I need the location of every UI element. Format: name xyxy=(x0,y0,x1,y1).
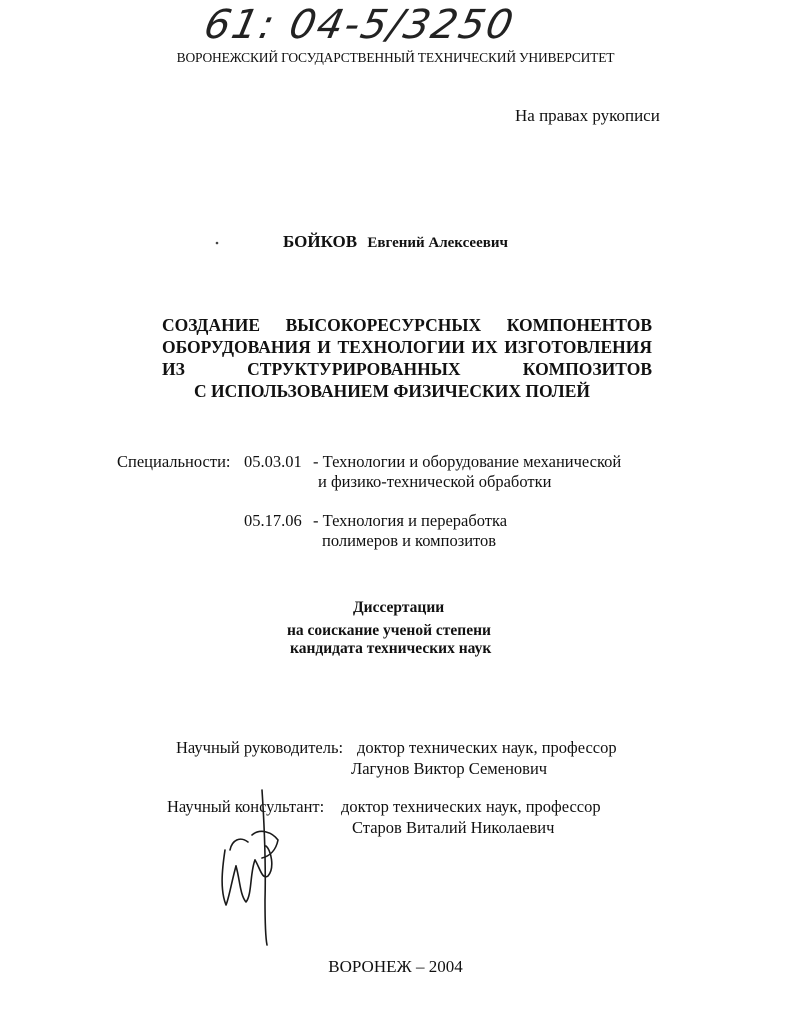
supervisor-label: Научный руководитель: xyxy=(176,738,344,757)
author-name xyxy=(0,232,791,252)
specialty-1-line-2: и физико-технической обработки xyxy=(318,472,552,491)
city-and-year: ВОРОНЕЖ – 2004 xyxy=(328,957,463,976)
specialty-1-line-1: - Технологии и оборудование механической xyxy=(313,452,622,471)
dissertation-degree-line: на соискание ученой степени xyxy=(287,622,491,639)
thesis-title-line-2: ОБОРУДОВАНИЯ И ТЕХНОЛОГИИ ИХ ИЗГОТОВЛЕНИЯ xyxy=(162,337,652,357)
thesis-title-line-1: СОЗДАНИЕ ВЫСОКОРЕСУРСНЫХ КОМПОНЕНТОВ xyxy=(162,315,652,335)
specialties-label: Специальности: xyxy=(117,452,231,471)
manuscript-rights-note: На правах рукописи xyxy=(515,106,660,125)
supervisor-name: Лагунов Виктор Семенович xyxy=(351,759,548,778)
thesis-title-line-4: С ИСПОЛЬЗОВАНИЕМ ФИЗИЧЕСКИХ ПОЛЕЙ xyxy=(193,381,591,401)
author-given-names: Евгений Алексеевич xyxy=(367,235,508,251)
consultant-name: Старов Виталий Николаевич xyxy=(352,818,555,837)
supervisor-title: доктор технических наук, профессор xyxy=(357,738,617,757)
specialty-1-code: 05.03.01 xyxy=(244,452,302,471)
thesis-title-line-3: ИЗ СТРУКТУРИРОВАННЫХ КОМПОЗИТОВ xyxy=(162,359,652,379)
university-name: ВОРОНЕЖСКИЙ ГОСУДАРСТВЕННЫЙ ТЕХНИЧЕСКИЙ УНИВЕРСИТЕТ xyxy=(176,50,615,65)
dissertation-field-line: кандидата технических наук xyxy=(290,640,492,657)
consultant-label: Научный консультант: xyxy=(167,797,325,816)
specialty-2-line-1: - Технология и переработка xyxy=(313,511,508,530)
archive-stamp-handwritten: 61: 04-5/3250 xyxy=(200,2,520,48)
dissertation-heading: Диссертации xyxy=(353,599,445,616)
specialty-2-line-2: полимеров и композитов xyxy=(322,531,497,550)
consultant-title: доктор технических наук, профессор xyxy=(341,797,601,816)
specialty-2-code: 05.17.06 xyxy=(244,511,302,530)
author-surname: БОЙКОВ xyxy=(283,232,358,251)
